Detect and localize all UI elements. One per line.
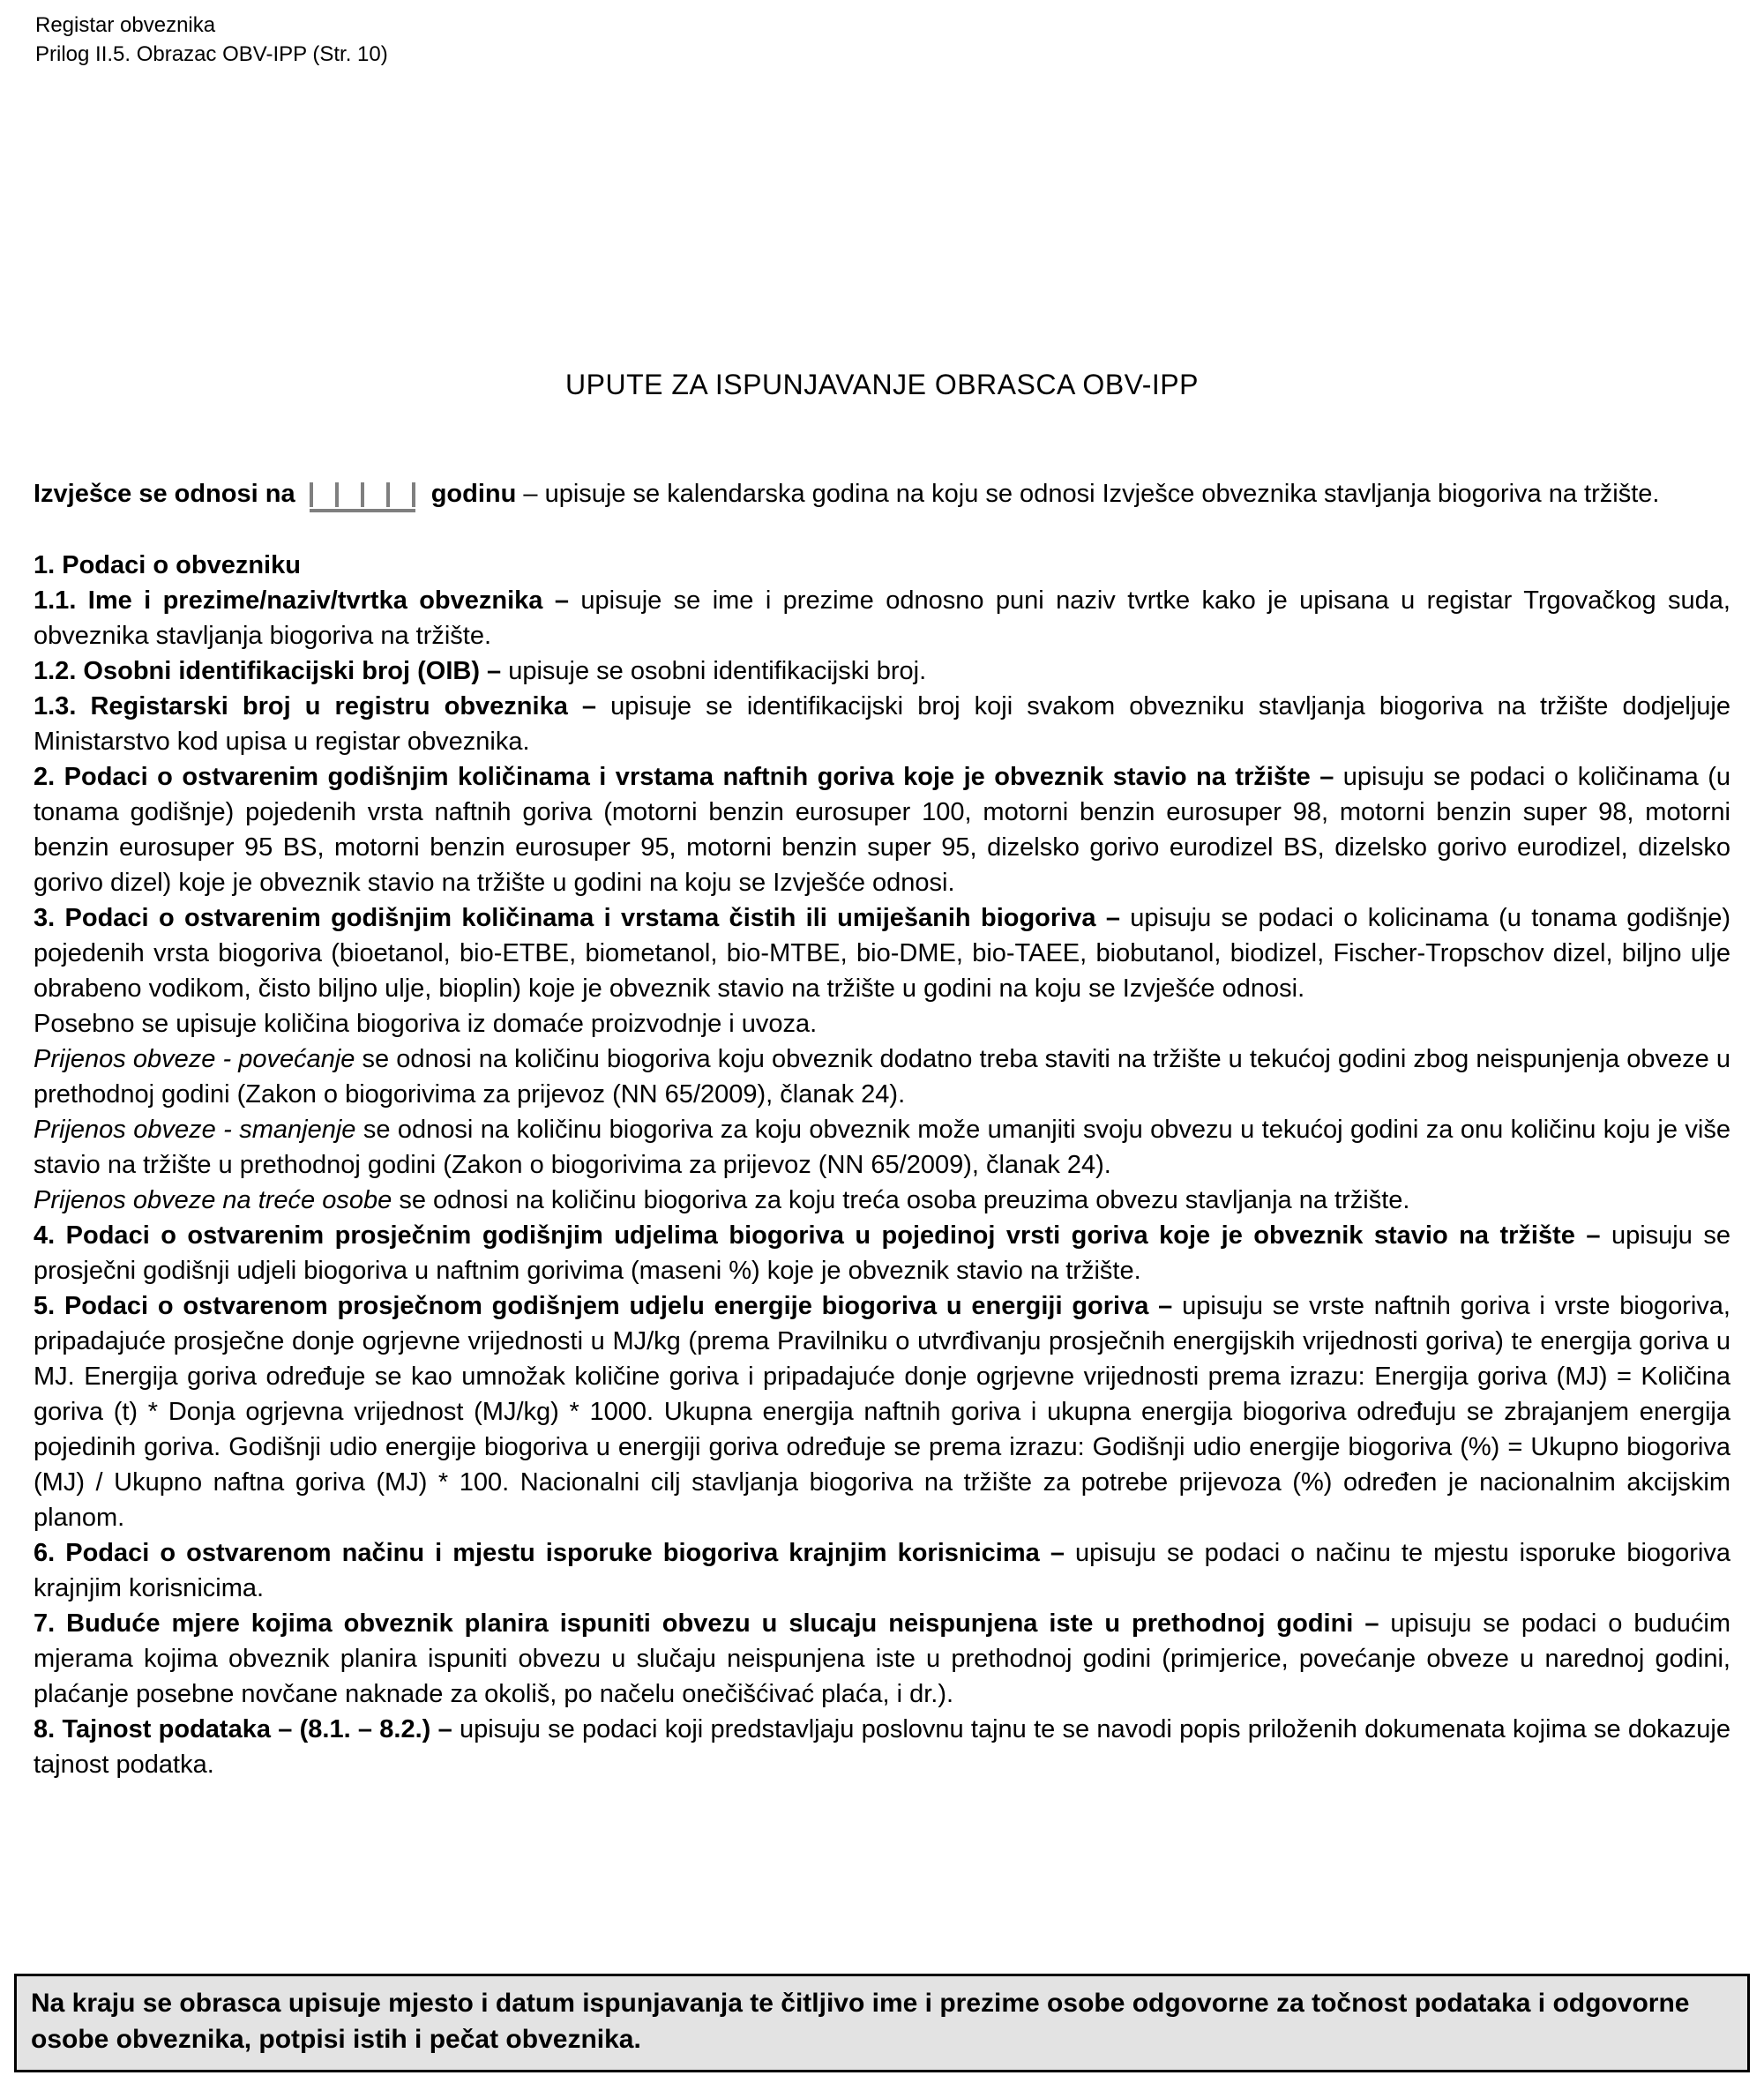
paragraph-section-5	[34, 1288, 1730, 1535]
section-2-text: upisuju se podaci o količinama (u tonama godišnje) pojedenih vrsta naftnih goriva (motorni benzin eurosuper 100, motorni benzin eurosuper 98, motorni benzin super 98, motorni benzin eurosuper 95 BS, motorni benzin eurosuper 95, motorni benzin super 95, dizelsko gorivo eurodizel BS, dizelsko gorivo eurodizel, dizelsko gorivo dizel) koje je obveznik stavio na tržište u godini na koju se Izvješće odnosi.	[34, 763, 1730, 897]
transfer-increase-term: Prijenos obveze - povećanje	[34, 1045, 355, 1073]
section-7-heading: 7. Buduće mjere kojima obveznik planira ispuniti obvezu u slucaju neispunjena iste u prethodnoj godini –	[34, 1609, 1379, 1638]
section-7-text: upisuju se podaci o budućim mjerama kojima obveznik planira ispuniti obvezu u slučaju neispunjena iste u prethodnoj godini (primjerice, povećanje obveze u narednoj godini, plaćanje posebne novčane naknade za okoliš, po načelu onečišćivać plaća, i dr.).	[34, 1609, 1730, 1708]
section-6-text: upisuju se podaci o načinu te mjestu isporuke biogoriva krajnjim korisnicima.	[34, 1539, 1730, 1602]
year-digit-cell	[386, 482, 415, 507]
document-body	[34, 476, 1730, 1782]
paragraph-section-1-3	[34, 689, 1730, 759]
section-3-heading: 3. Podaci o ostvarenim godišnjim količinama i vrstama čistih ili umiješanih biogoriva –	[34, 904, 1120, 932]
paragraph-transfer-decrease	[34, 1112, 1730, 1183]
paragraph-section-3	[34, 900, 1730, 1006]
section-1-2-text: upisuje se osobni identifikacijski broj.	[501, 657, 927, 685]
paragraph-transfer-third-party	[34, 1183, 1730, 1218]
domestic-production-note-text: Posebno se upisuje količina biogoriva iz domaće proizvodnje i uvoza.	[34, 1010, 818, 1038]
section-1-1-text: upisuje se ime i prezime odnosno puni naziv tvrtke kako je upisana u registar Trgovačkog suda, obveznika stavljanja biogoriva na tržište.	[34, 586, 1730, 650]
transfer-decrease-text: se odnosi na količinu biogoriva za koju obveznik može umanjiti svoju obvezu u tekućoj godini za onu količinu koju je više stavio na tržište u prethodnoj godini (Zakon o biogorivima za prijevoz (NN 65/2009), članak 24).	[34, 1116, 1730, 1179]
paragraph-domestic-production-note	[34, 1006, 1730, 1042]
year-digit-cell	[335, 482, 361, 507]
section-5-text: upisuju se vrste naftnih goriva i vrste biogoriva, pripadajuće prosječne donje ogrjevne vrijednosti u MJ/kg (prema Pravilniku o utvrđivanju prosječnih energijskih vrijednosti goriva) te energija goriva u MJ. Energija goriva određuje se kao umnožak količine goriva i pripadajuće donje ogrjevne vrijednosti prema izrazu: Energija goriva (MJ) = Količina goriva (t) * Donja ogrjevna vrijednost (MJ/kg) * 1000. Ukupna energija naftnih goriva i ukupna energija biogoriva određuju se zbrajanjem energija pojedinih goriva. Godišnji udio energije biogoriva u energiji goriva određuje se prema izrazu: Godišnji udio energije biogoriva (%) = Ukupno biogoriva (MJ) / Ukupno naftna goriva (MJ) * 100. Nacionalni cilj stavljanja biogoriva na tržište za potrebe prijevoza (%) određen je nacionalnim akcijskim planom.	[34, 1292, 1730, 1532]
paragraph-transfer-increase	[34, 1042, 1730, 1112]
paragraph-section-6	[34, 1535, 1730, 1606]
paragraph-section-4	[34, 1218, 1730, 1288]
section-1-3-heading: 1.3. Registarski broj u registru obveznika –	[34, 692, 597, 720]
intro-unit-text: godinu	[430, 480, 517, 508]
year-digit-cell	[310, 482, 335, 507]
page-header-line-2: Prilog II.5. Obrazac OBV-IPP (Str. 10)	[35, 42, 388, 66]
paragraph-section-1-2	[34, 653, 1730, 689]
paragraph-section-1-1	[34, 583, 1730, 653]
section-1-heading: 1. Podaci o obvezniku	[34, 551, 301, 579]
page-title: UPUTE ZA ISPUNJAVANJE OBRASCA OBV-IPP	[565, 369, 1199, 400]
section-1-1-heading: 1.1. Ime i prezime/naziv/tvrtka obveznika –	[34, 586, 569, 615]
year-digit-cell	[361, 482, 386, 507]
transfer-third-party-text: se odnosi na količinu biogoriva za koju treća osoba preuzima obvezu stavljanja na tržište.	[392, 1186, 1410, 1214]
paragraph-section-7	[34, 1606, 1730, 1712]
section-3-text: upisuju se podaci o kolicinama (u tonama godišnje) pojedenih vrsta biogoriva (bioetanol, bio-ETBE, biometanol, bio-MTBE, bio-DME, bio-TAEE, biobutanol, biodizel, Fischer-Tropschov dizel, biljno ulje obrabeno vodikom, čisto biljno ulje, bioplin) koje je obveznik stavio na tržište u godini na koju se Izvješće odnosi.	[34, 904, 1730, 1003]
section-1-3-text: upisuje se identifikacijski broj koji svakom obvezniku stavljanja biogoriva na tržište dodjeljuje Ministarstvo kod upisa u registar obveznika.	[34, 692, 1730, 756]
intro-lead-text: Izvješce se odnosi na	[34, 480, 295, 508]
section-4-heading: 4. Podaci o ostvarenim prosječnim godišnjim udjelima biogoriva u pojedinoj vrsti goriva koje je obveznik stavio na tržište –	[34, 1221, 1601, 1250]
intro-body-text: – upisuje se kalendarska godina na koju se odnosi Izvješce obveznika stavljanja biogoriva na tržište.	[523, 480, 1660, 508]
transfer-third-party-term: Prijenos obveze na treće osobe	[34, 1186, 392, 1214]
transfer-decrease-term: Prijenos obveze - smanjenje	[34, 1116, 356, 1144]
paragraph-section-2	[34, 759, 1730, 900]
page-header	[35, 11, 388, 69]
section-2-heading: 2. Podaci o ostvarenim godišnjim količinama i vrstama naftnih goriva koje je obveznik stavio na tržište –	[34, 763, 1334, 791]
intro-paragraph	[34, 476, 1730, 512]
section-8-text: upisuju se podaci koji predstavljaju poslovnu tajnu te se navodi popis priloženih dokumenata kojima se dokazuje tajnost podatka.	[34, 1715, 1730, 1779]
section-4-text: upisuju se prosječni godišnji udjeli biogoriva u naftnim gorivima (maseni %) koje je obveznik stavio na tržište.	[34, 1221, 1730, 1285]
section-5-heading: 5. Podaci o ostvarenom prosječnom godišnjem udjelu energije biogoriva u energiji goriva –	[34, 1292, 1173, 1320]
section-6-heading: 6. Podaci o ostvarenom načinu i mjestu isporuke biogoriva krajnjim korisnicima –	[34, 1539, 1065, 1567]
transfer-increase-text: se odnosi na količinu biogoriva koju obveznik dodatno treba staviti na tržište u tekućoj godini zbog neispunjenja obveze u prethodnoj godini (Zakon o biogorivima za prijevoz (NN 65/2009), članak 24).	[34, 1045, 1731, 1109]
section-1-2-heading: 1.2. Osobni identifikacijski broj (OIB) –	[34, 657, 502, 685]
paragraph-section-8	[34, 1712, 1730, 1782]
footer-instruction-box	[14, 1974, 1750, 2072]
year-entry-box	[310, 482, 415, 512]
page-header-line-1: Registar obveznika	[35, 13, 216, 37]
section-8-heading: 8. Tajnost podataka – (8.1. – 8.2.) –	[34, 1715, 452, 1743]
paragraph-section-1	[34, 548, 1730, 583]
footer-instruction-text: Na kraju se obrasca upisuje mjesto i datum ispunjavanja te čitljivo ime i prezime osobe odgovorne za točnost podataka i odgovorne osobe obveznika, potpisi istih i pečat obveznika.	[31, 1989, 1690, 2054]
